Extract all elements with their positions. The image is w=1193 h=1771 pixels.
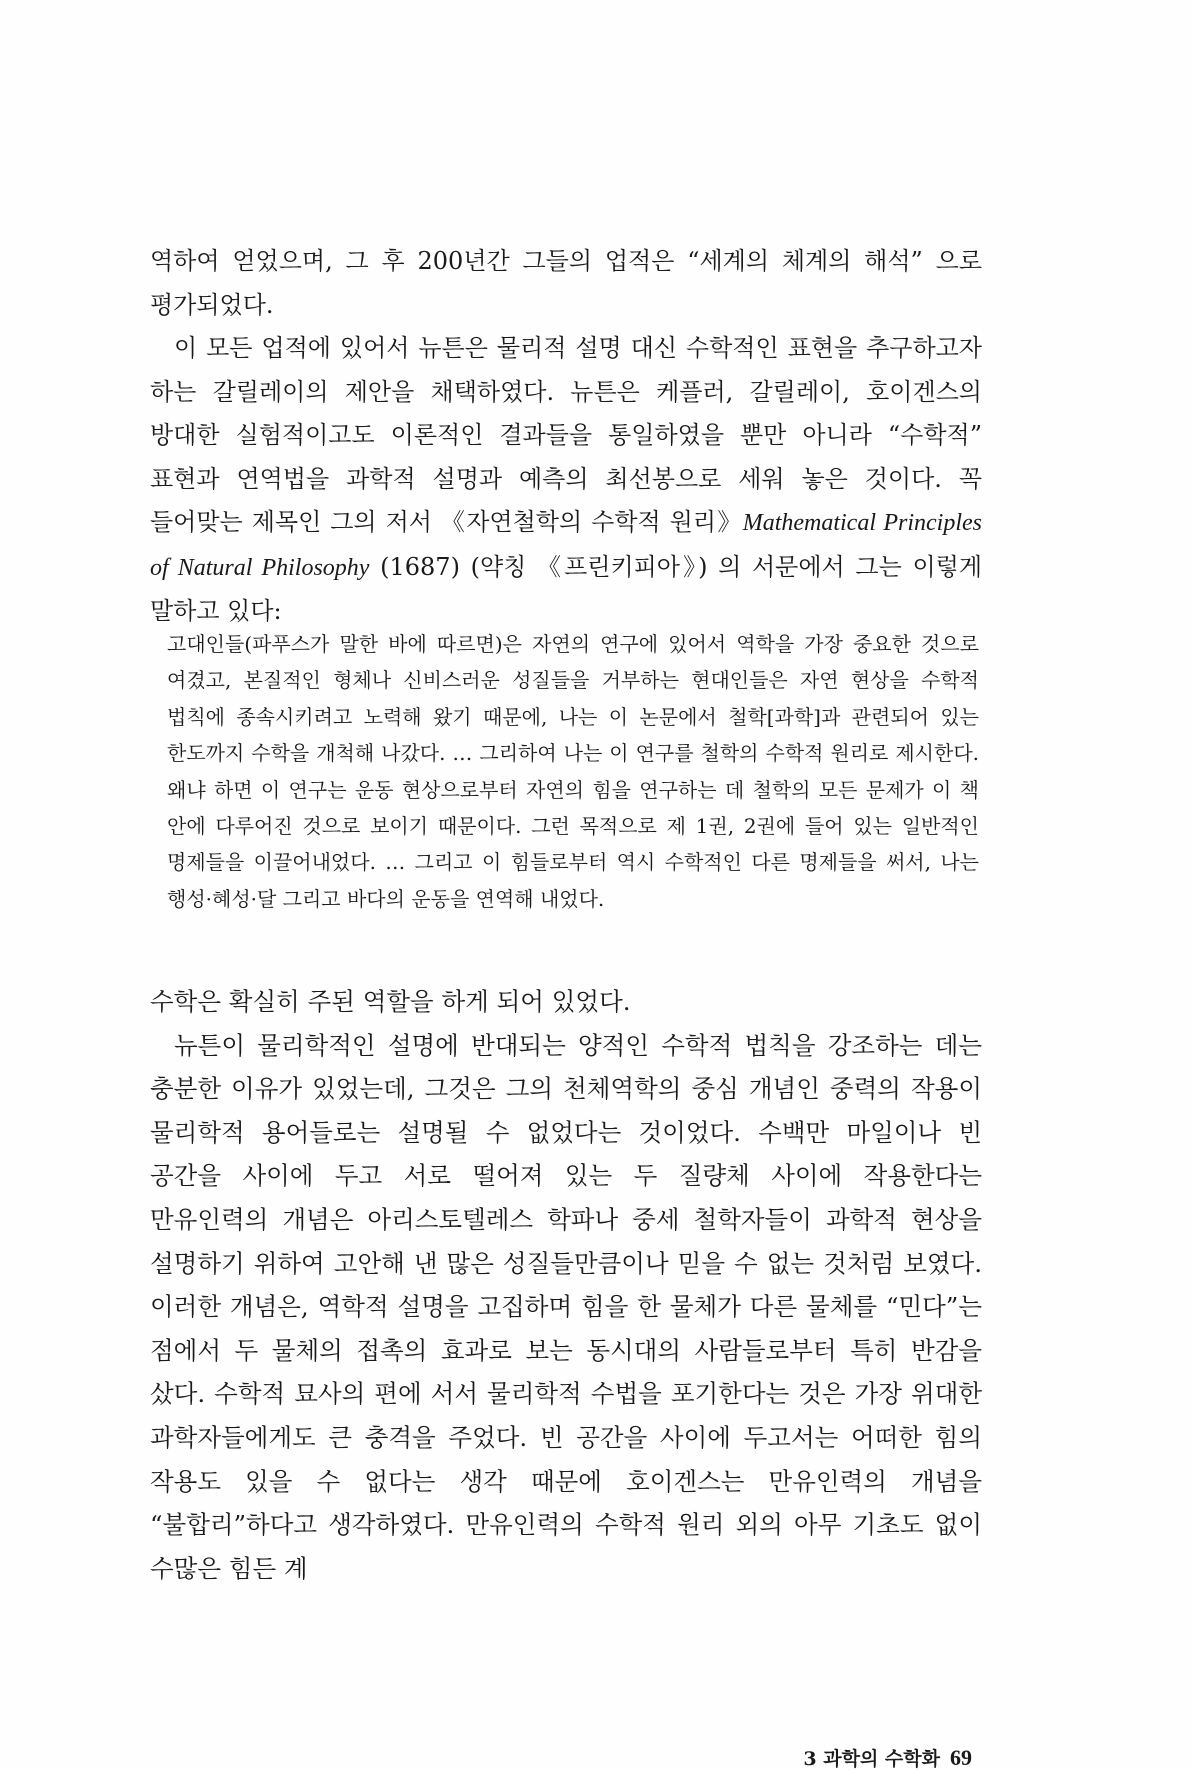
bottom-text-block	[150, 980, 982, 1590]
running-chapter-title: 3 과학의 수학화	[803, 1748, 940, 1770]
paragraph-gravitation: 뉴튼이 물리학적인 설명에 반대되는 양적인 수학적 법칙을 강조하는 데는 충분한 이유가 있었는데, 그것은 그의 천체역학의 중심 개념인 중력의 작용이 물리학적 용어들로는 설명될 수 없었다는 것이었다. 수백만 마일이나 빈 공간을 사이에 두고 서로 떨어져 있는 두 질량체 사이에 작용한다는 만유인력의 개념은 아리스토텔레스 학파나 중세 철학자들이 과학적 현상을 설명하기 위하여 고안해 낸 많은 성질들만큼이나 믿을 수 없는 것처럼 보였다. 이러한 개념은, 역학적 설명을 고집하며 힘을 한 물체가 다른 물체를 “민다”는 점에서 두 물체의 접촉의 효과로 보는 동시대의 사람들로부터 특히 반감을 샀다. 수학적 묘사의 편에 서서 물리학적 수법을 포기한다는 것은 가장 위대한 과학자들에게도 큰 충격을 주었다. 빈 공간을 사이에 두고서는 어떠한 힘의 작용도 있을 수 없다는 생각 때문에 호이겐스는 만유인력의 개념을 “불합리”하다고 생각하였다. 만유인력의 수학적 원리 외의 아무 기초도 없이 수많은 힘든 계	[150, 1030, 982, 1583]
page-number: 69	[950, 1745, 972, 1770]
top-text-block	[150, 240, 982, 634]
paragraph-continuation: 역하여 얻었으며, 그 후 200년간 그들의 업적은 “세계의 체계의 해석” 으로 평가되었다.	[150, 247, 982, 319]
paragraph-tail: (1687) (약칭 《프린키피아》) 의 서문에서 그는 이렇게 말하고 있다:	[150, 552, 983, 625]
page-footer	[0, 1746, 972, 1771]
block-quote	[167, 626, 979, 917]
quote-text: 고대인들(파푸스가 말한 바에 따르면)은 자연의 연구에 있어서 역학을 가장 중요한 것으로 여겼고, 본질적인 형체나 신비스러운 성질들을 거부하는 현대인들은 자연 현상을 수학적 법칙에 종속시키려고 노력해 왔기 때문에, 나는 이 논문에서 철학[과학]과 관련되어 있는 한도까지 수학을 개척해 나갔다. … 그리하여 나는 이 연구를 철학의 수학적 원리로 제시한다. 왜냐 하면 이 연구는 운동 현상으로부터 자연의 힘을 연구하는 데 철학의 모든 문제가 이 책 안에 다루어진 것으로 보이기 때문이다. 그런 목적으로 제 1권, 2권에 들어 있는 일반적인 명제들을 이끌어내었다. … 그리고 이 힘들로부터 역시 수학적인 다른 명제들을 써서, 나는 행성·혜성·달 그리고 바다의 운동을 연역해 내었다.	[167, 632, 979, 911]
paragraph-newton-achievements	[150, 327, 982, 634]
paragraph-body: 이 모든 업적에 있어서 뉴튼은 물리적 설명 대신 수학적인 표현을 추구하고자 하는 갈릴레이의 제안을 채택하였다. 뉴튼은 케플러, 갈릴레이, 호이겐스의 방대한 실험적이고도 이론적인 결과들을 통일하였을 뿐만 아니라 “수학적” 표현과 연역법을 과학적 설명과 예측의 최선봉으로 세워 놓은 것이다. 꼭 들어맞는 제목인 그의 저서 《자연철학의 수학적 원리》	[150, 334, 982, 536]
english-book-title: Mathematical Principles of Natural Philosophy	[150, 510, 982, 581]
paragraph-math-role: 수학은 확실히 주된 역할을 하게 되어 있었다.	[150, 987, 631, 1016]
